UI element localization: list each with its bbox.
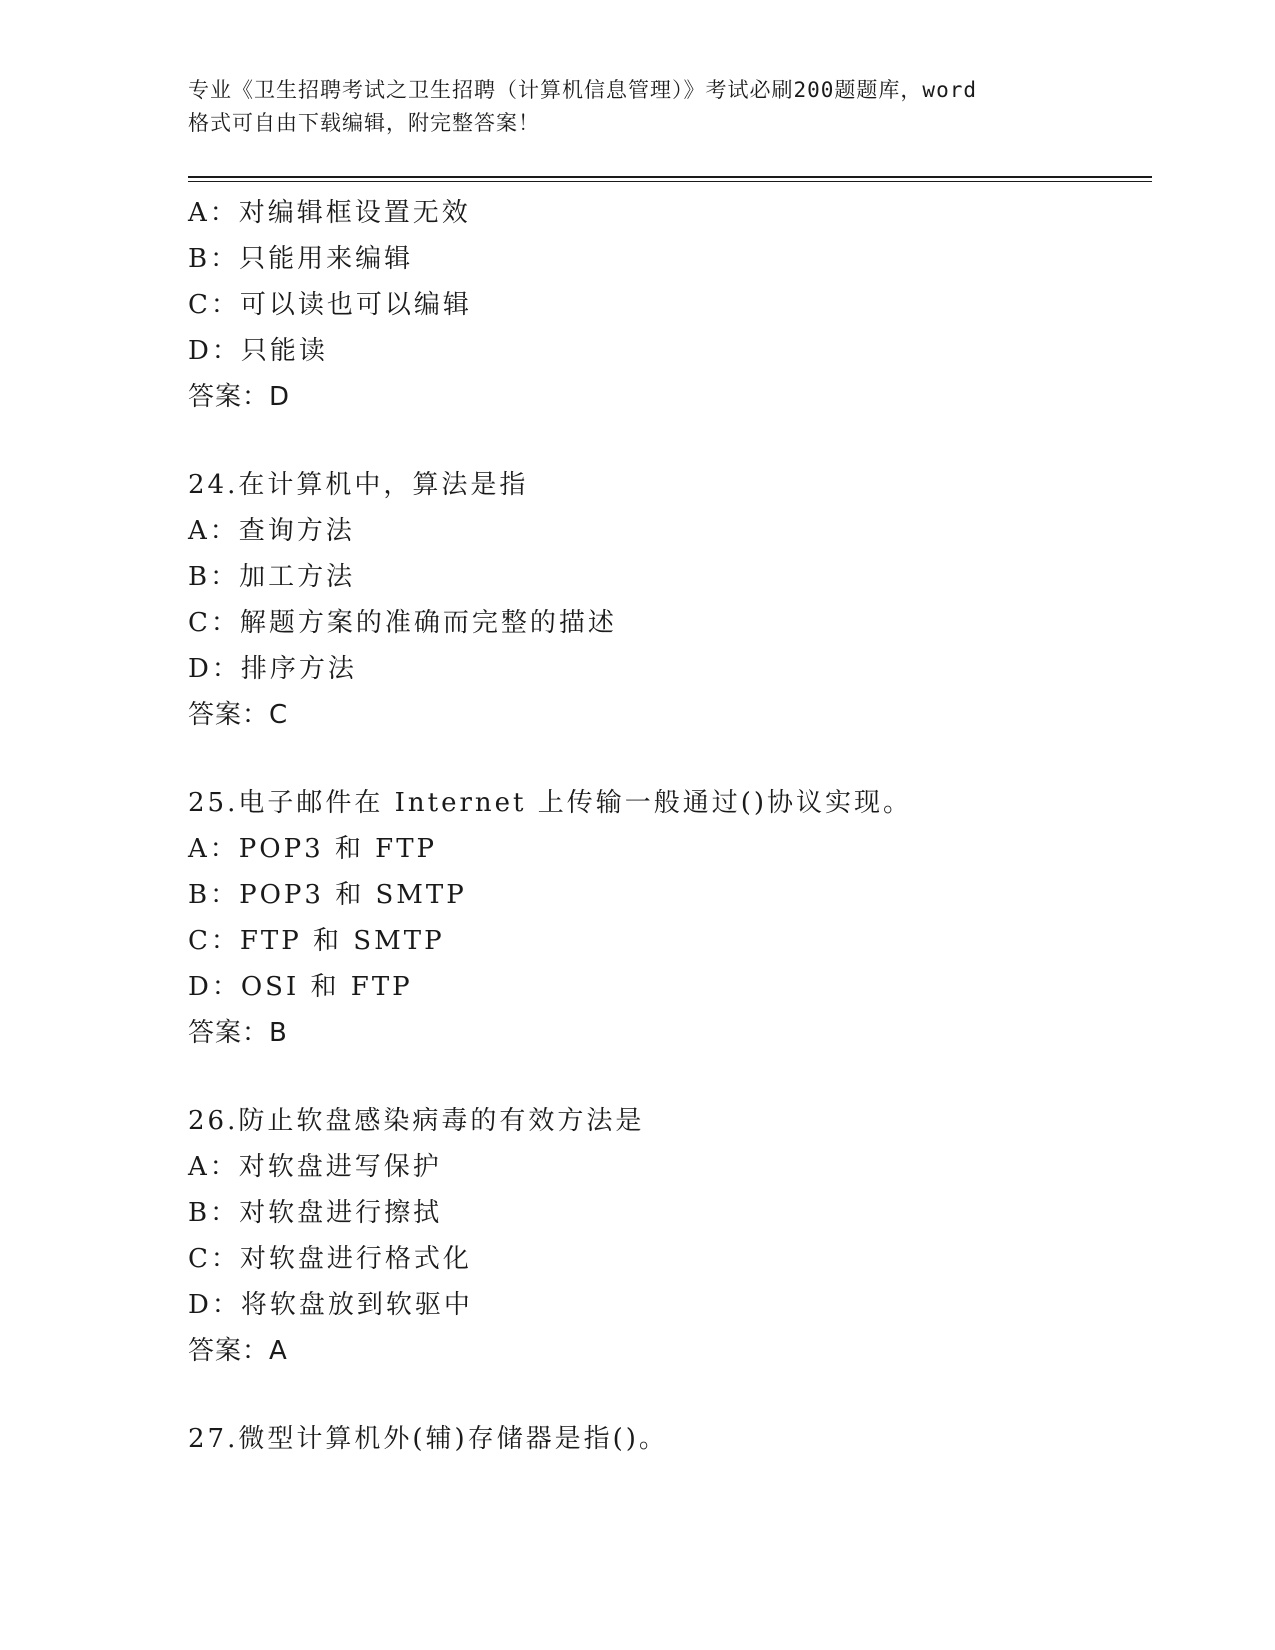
question-block xyxy=(188,1416,1148,1462)
option-d: D：排序方法 xyxy=(188,654,357,684)
option-a: A：查询方法 xyxy=(188,516,355,546)
header-divider-thin xyxy=(188,181,1152,182)
question-text: 26.防止软盘感染病毒的有效方法是 xyxy=(188,1106,645,1136)
option-b: B：加工方法 xyxy=(188,562,356,592)
question-block xyxy=(188,462,1148,738)
header-line-2: 格式可自由下载编辑，附完整答案！ xyxy=(188,111,540,135)
option-c: C：FTP 和 SMTP xyxy=(188,926,445,956)
answer-line: 答案：D xyxy=(188,382,291,412)
option-a: A：对编辑框设置无效 xyxy=(188,198,471,228)
answer-line: 答案：A xyxy=(188,1336,288,1366)
option-b: B：只能用来编辑 xyxy=(188,244,414,274)
question-text: 27.微型计算机外(辅)存储器是指()。 xyxy=(188,1424,668,1454)
option-b: B：对软盘进行擦拭 xyxy=(188,1198,443,1228)
option-c: C：对软盘进行格式化 xyxy=(188,1244,472,1274)
question-text: 24.在计算机中，算法是指 xyxy=(188,470,529,500)
option-c: C：可以读也可以编辑 xyxy=(188,290,472,320)
option-d: D：只能读 xyxy=(188,336,328,366)
document-header xyxy=(188,74,1088,140)
header-divider-thick xyxy=(188,176,1152,178)
header-line-1: 专业《卫生招聘考试之卫生招聘（计算机信息管理）》考试必刷200题题库，word xyxy=(188,78,977,102)
option-a: A：POP3 和 FTP xyxy=(188,834,438,864)
option-b: B：POP3 和 SMTP xyxy=(188,880,467,910)
question-block xyxy=(188,190,1148,420)
option-d: D：将软盘放到软驱中 xyxy=(188,1290,473,1320)
question-block xyxy=(188,780,1148,1056)
question-text: 25.电子邮件在 Internet 上传输一般通过()协议实现。 xyxy=(188,788,913,818)
option-c: C：解题方案的准确而完整的描述 xyxy=(188,608,617,638)
answer-line: 答案：B xyxy=(188,1018,288,1048)
question-block xyxy=(188,1098,1148,1374)
option-d: D：OSI 和 FTP xyxy=(188,972,413,1002)
question-list xyxy=(188,190,1148,1462)
answer-line: 答案：C xyxy=(188,700,289,730)
option-a: A：对软盘进写保护 xyxy=(188,1152,442,1182)
